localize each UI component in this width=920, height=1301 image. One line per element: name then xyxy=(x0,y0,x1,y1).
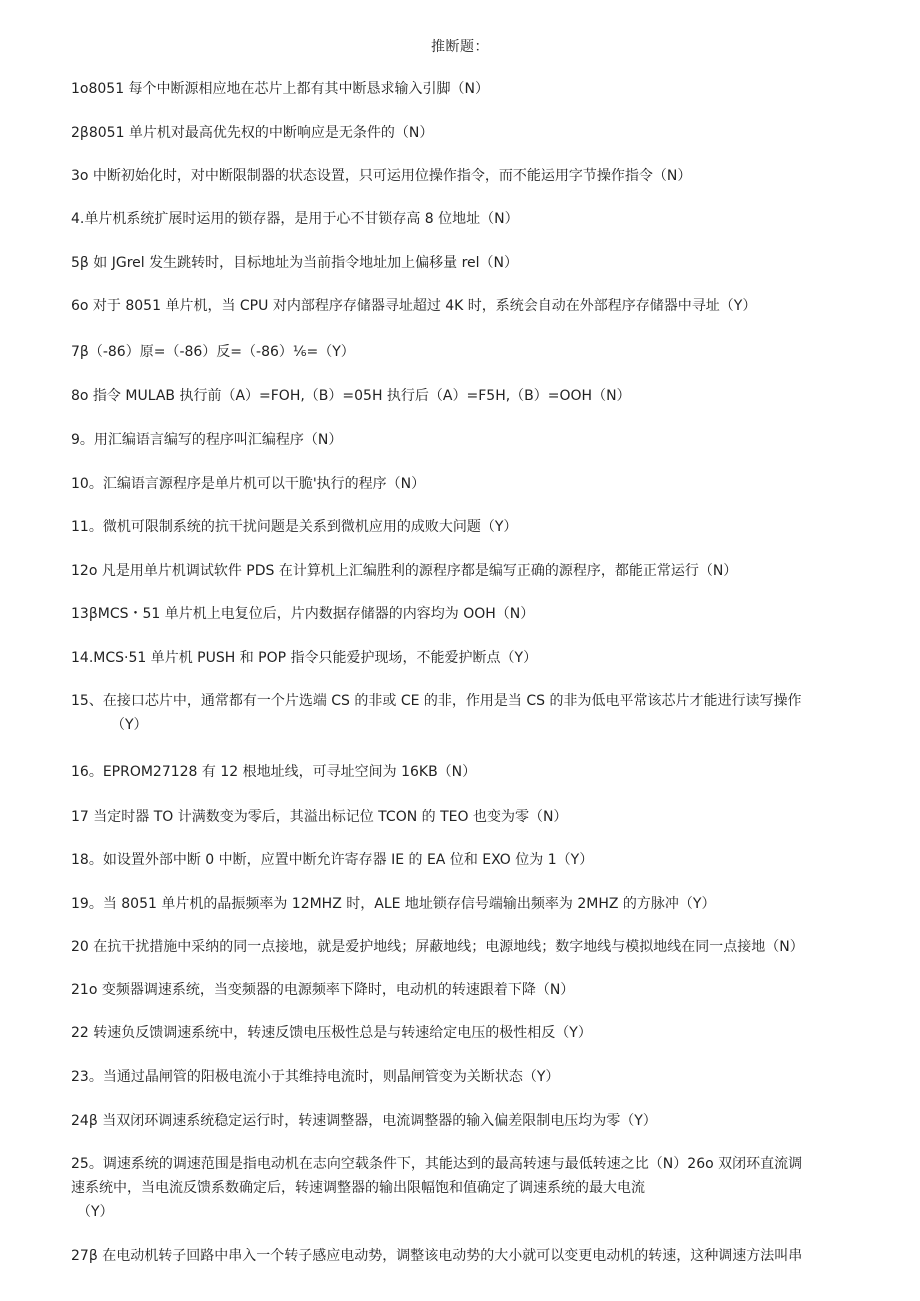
question-9: 9。用汇编语言编写的程序叫汇编程序（N） xyxy=(71,432,343,448)
question-1: 1o8051 每个中断源相应地在芯片上都有其中断恳求输入引脚（N） xyxy=(71,81,490,97)
question-25-text: 25。调速系统的调速范围是指电动机在志向空载条件下，其能达到的最高转速与最低转速之比（N）26o 双闭环直流调 xyxy=(71,1156,803,1172)
question-26-text: 速系统中，当电流反馈系数确定后，转速调整器的输出限幅饱和值确定了调速系统的最大电流 xyxy=(71,1180,645,1196)
question-3: 3o 中断初始化时，对中断限制器的状态设置，只可运用位操作指令，而不能运用字节操作指令（N） xyxy=(71,168,692,184)
question-20: 20 在抗干扰措施中采纳的同一点接地，就是爱护地线；屏蔽地线；电源地线；数字地线与模拟地线在同一点接地（N） xyxy=(71,939,804,955)
question-4: 4.单片机系统扩展时运用的锁存器，是用于心不甘锁存高 8 位地址（N） xyxy=(71,211,519,227)
question-14: 14.MCS·51 单片机 PUSH 和 POP 指令只能爱护现场，不能爱护断点（Y） xyxy=(71,650,538,666)
question-23: 23。当通过晶闸管的阳极电流小于其维持电流时，则晶闸管变为关断状态（Y） xyxy=(71,1069,560,1085)
question-12: 12o 凡是用单片机调试软件 PDS 在计算机上汇编胜利的源程序都是编写正确的源程序，都能正常运行（N） xyxy=(71,563,738,579)
question-8: 8o 指令 MULAB 执行前（A）=FOH,（B）=05H 执行后（A）=F5H,（B）=OOH（N） xyxy=(71,388,631,404)
question-5: 5β 如 JGrel 发生跳转时，目标地址为当前指令地址加上偏移量 rel（N） xyxy=(71,255,518,271)
question-6: 6o 对于 8051 单片机，当 CPU 对内部程序存储器寻址超过 4K 时，系统会自动在外部程序存储器中寻址（Y） xyxy=(71,298,757,314)
question-22: 22 转速负反馈调速系统中，转速反馈电压极性总是与转速给定电压的极性相反（Y） xyxy=(71,1025,592,1041)
question-21: 21o 变频器调速系统，当变频器的电源频率下降时，电动机的转速跟着下降（N） xyxy=(71,982,575,998)
question-18: 18。如设置外部中断 0 中断，应置中断允许寄存器 IE 的 EA 位和 EXO 位为 1（Y） xyxy=(71,852,594,868)
question-24: 24β 当双闭环调速系统稳定运行时，转速调整器，电流调整器的输入偏差限制电压均为零（Y） xyxy=(71,1113,657,1129)
question-26-answer: （Y） xyxy=(77,1204,114,1220)
question-25-26 xyxy=(71,1152,877,1224)
question-11: 11。微机可限制系统的抗干扰问题是关系到微机应用的成败大问题（Y） xyxy=(71,519,518,535)
question-15 xyxy=(71,689,877,737)
question-10: 10。汇编语言源程序是单片机可以干脆'执行的程序（N） xyxy=(71,476,426,492)
page-title: 推断题： xyxy=(431,39,489,55)
question-13: 13βMCS・51 单片机上电复位后，片内数据存储器的内容均为 OOH（N） xyxy=(71,606,535,622)
question-17: 17 当定时器 TO 计满数变为零后，其溢出标记位 TCON 的 TEO 也变为零（N） xyxy=(71,809,568,825)
question-2: 2β8051 单片机对最高优先权的中断响应是无条件的（N） xyxy=(71,125,434,141)
question-7: 7β（-86）原=（-86）反=（-86）⅙=（Y） xyxy=(71,344,355,360)
question-15-text: 15、在接口芯片中，通常都有一个片选端 CS 的非或 CE 的非，作用是当 CS 的非为低电平常该芯片才能进行读写操作 xyxy=(71,693,802,709)
question-15-answer: （Y） xyxy=(111,717,148,733)
question-27: 27β 在电动机转子回路中串入一个转子感应电动势，调整该电动势的大小就可以变更电动机的转速，这种调速方法叫串 xyxy=(71,1248,803,1264)
question-19: 19。当 8051 单片机的晶振频率为 12MHZ 时，ALE 地址锁存信号端输出频率为 2MHZ 的方脉冲（Y） xyxy=(71,896,716,912)
question-16: 16。EPROM27128 有 12 根地址线，可寻址空间为 16KB（N） xyxy=(71,764,477,780)
